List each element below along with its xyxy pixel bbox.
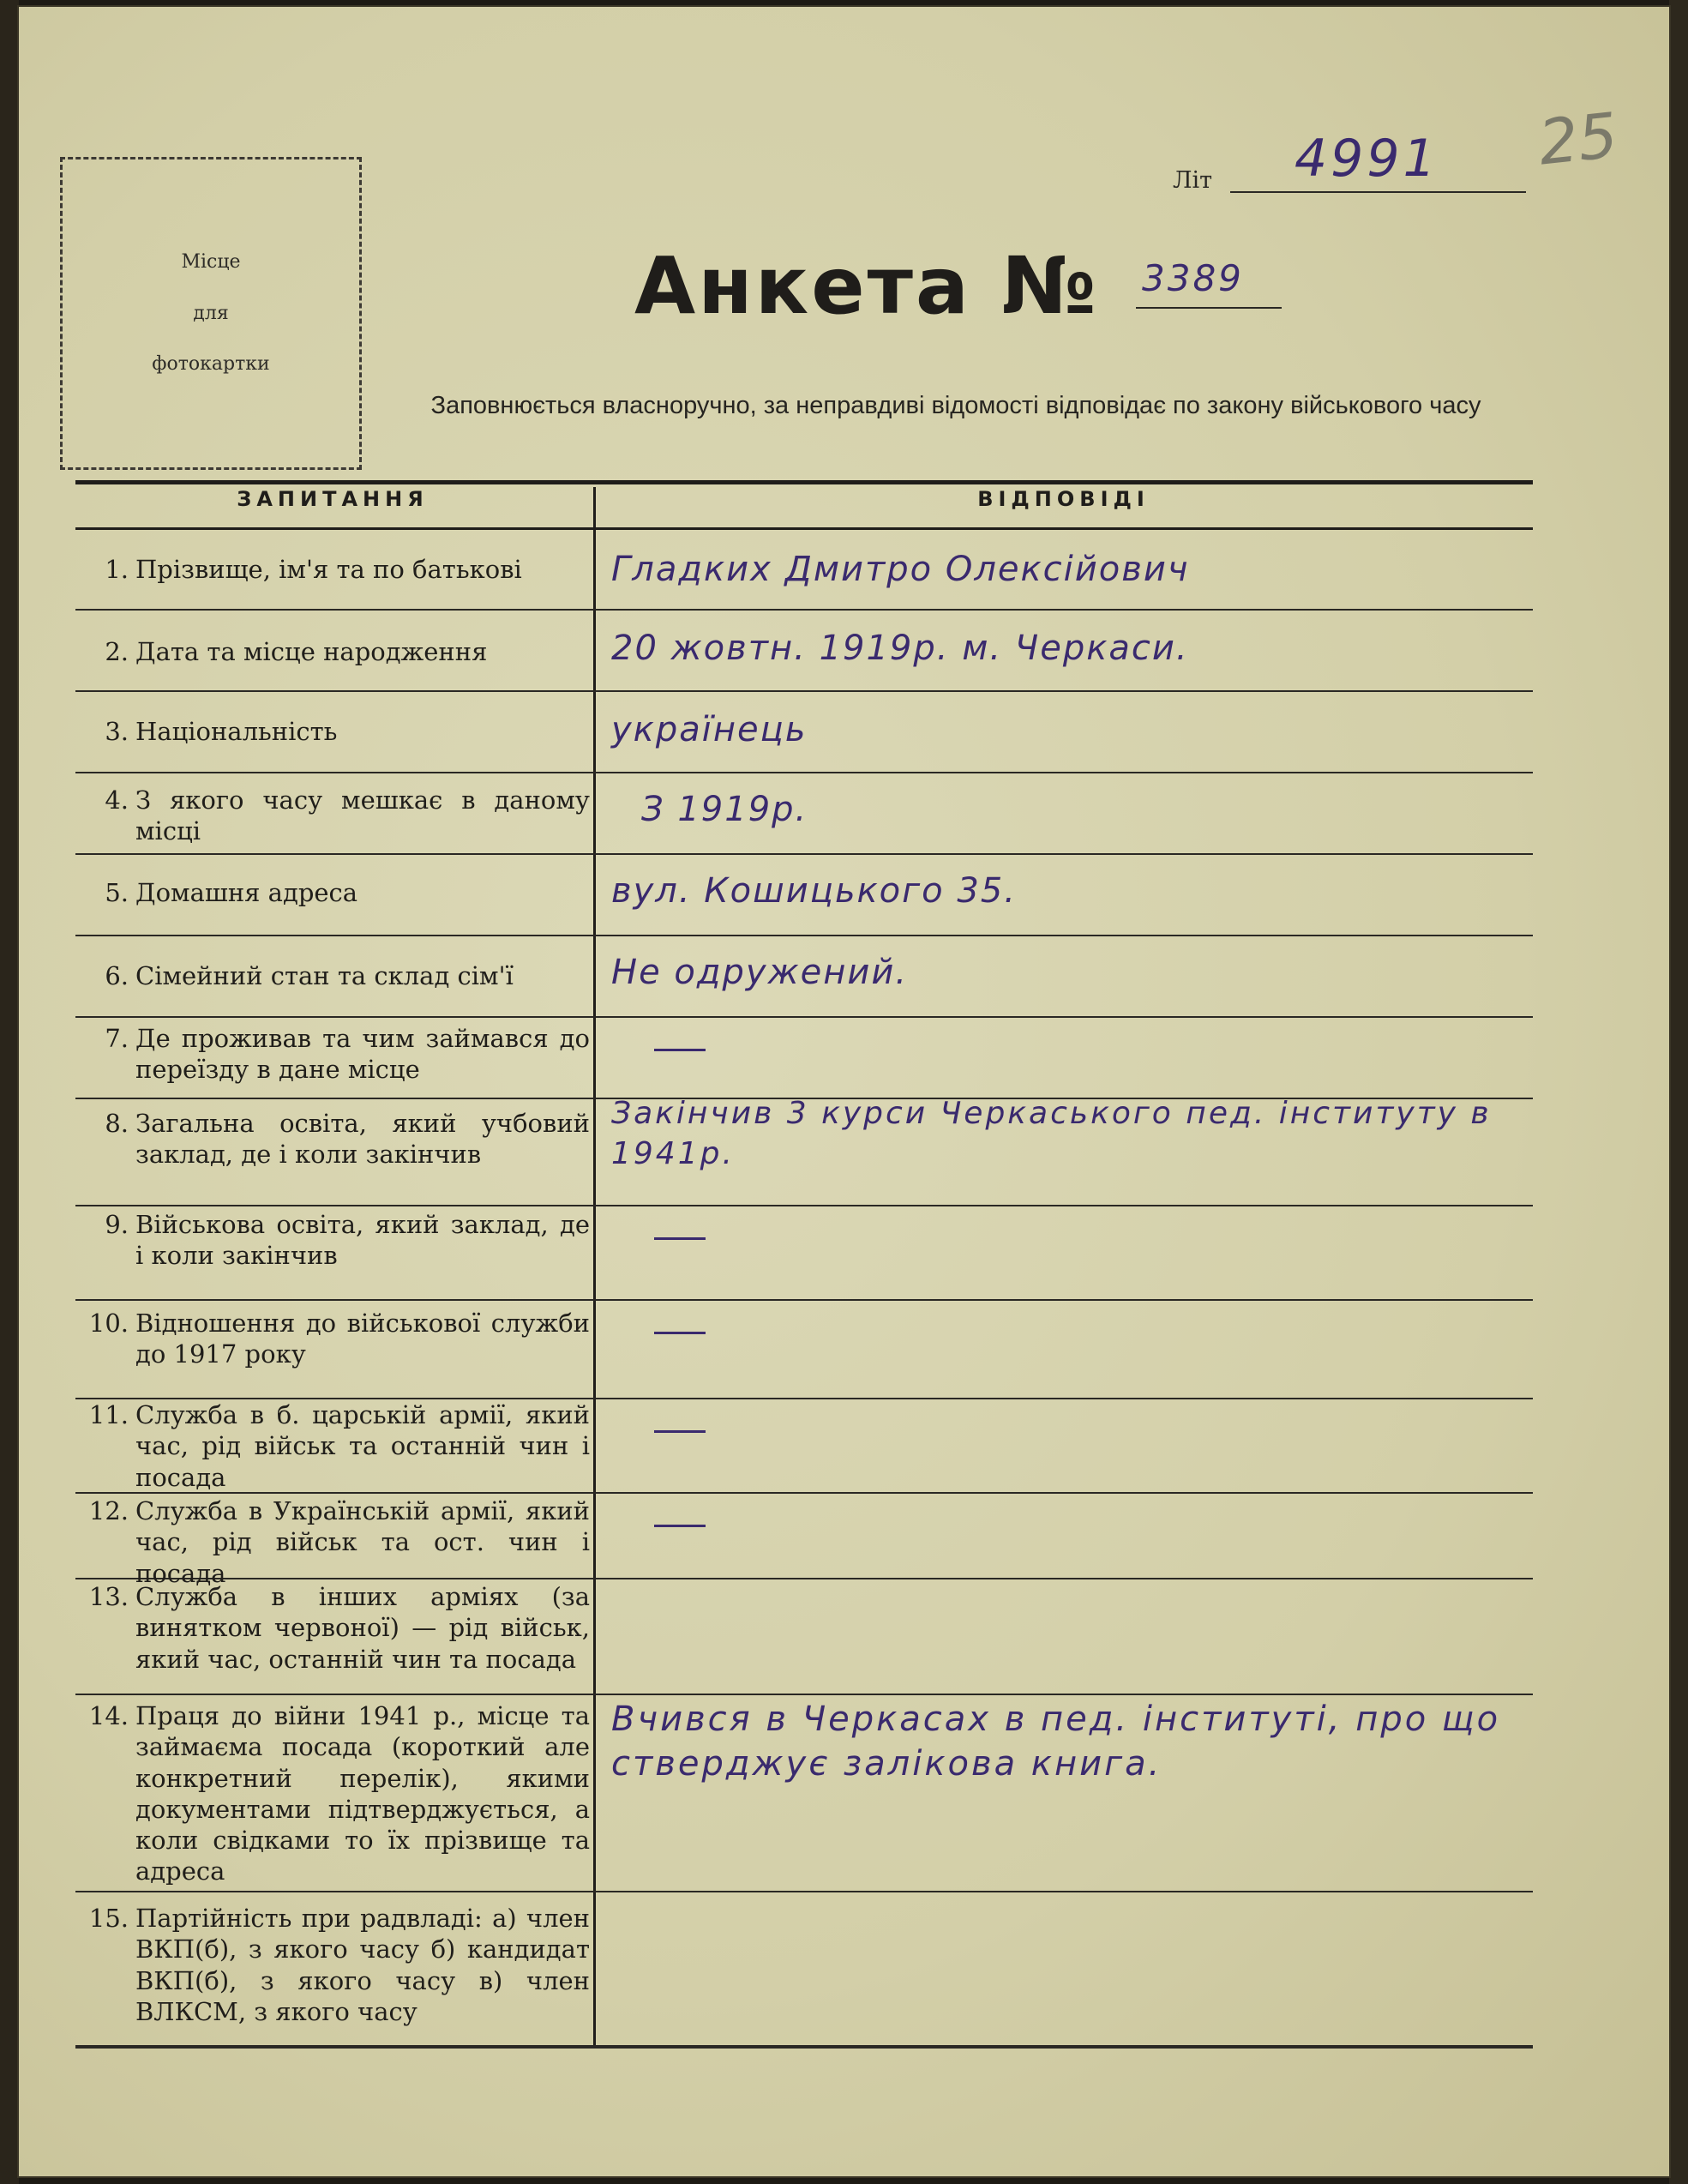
question-number: 8. [105, 1109, 129, 1138]
answer-cell [611, 1399, 1529, 1444]
question-number: 12. [88, 1496, 129, 1525]
binding-edge [0, 0, 19, 2184]
answer-cell [611, 1206, 1529, 1251]
question-text: Партійність при радвладі: а) член ВКП(б), з якого часу б) кандидат ВКП(б), з якого часу в) член ВЛКСМ, з якого часу [135, 1904, 590, 2026]
answer-cell: вул. Кошицького 35. [611, 871, 1017, 911]
question-number: 10. [88, 1309, 129, 1338]
photo-placeholder [60, 157, 362, 470]
table-row [75, 609, 1533, 692]
question-cell [84, 1903, 603, 2027]
table-row [75, 1694, 1533, 1892]
question-text: Національність [135, 717, 338, 746]
photo-label-line3: фотокартки [152, 353, 270, 376]
form-number: 3389 [1142, 257, 1244, 299]
form-number-underline [1136, 307, 1282, 309]
table-row [75, 530, 1533, 611]
empty-answer-dash [654, 1525, 706, 1527]
table-row [75, 853, 1533, 936]
table-top-rule [75, 480, 1533, 484]
question-cell [84, 1023, 603, 1086]
question-cell [84, 554, 603, 585]
page-edge [1669, 0, 1688, 2184]
question-text: Де проживав та чим займався до переїзду в дане місце [135, 1024, 590, 1085]
answer-cell [611, 1494, 1529, 1538]
question-number: 2. [105, 637, 129, 666]
question-cell [84, 785, 603, 847]
photo-label-line2: для [193, 302, 229, 324]
question-cell [84, 1399, 603, 1493]
answer-cell: Вчився в Черкасах в пед. інституті, про що стверджує заліковa книга. [611, 1700, 1501, 1784]
question-text: Служба в Українській армії, який час, рід військ та ост. чин і посада [135, 1496, 590, 1588]
question-number: 11. [88, 1400, 129, 1429]
empty-answer-dash [654, 1332, 706, 1334]
question-cell [84, 1209, 603, 1272]
question-cell [84, 1495, 603, 1589]
question-text: Відношення до військової служби до 1917 року [135, 1309, 590, 1369]
table-row [75, 1205, 1533, 1301]
empty-answer-dash [654, 1237, 706, 1240]
lit-value: 4991 [1295, 129, 1439, 189]
question-cell [84, 1700, 603, 1887]
empty-answer-dash [654, 1430, 706, 1433]
header-answers: ВІДПОВІДІ [977, 487, 1150, 511]
question-text: Прізвище, ім'я та по батькові [135, 555, 522, 584]
question-cell [84, 960, 603, 991]
header-questions: ЗАПИТАННЯ [237, 487, 429, 511]
table-row [75, 935, 1533, 1018]
table-row [75, 1492, 1533, 1588]
table-row [75, 1098, 1533, 1206]
question-number: 14. [88, 1701, 129, 1730]
question-text: Військова освіта, який заклад, де і коли закінчив [135, 1210, 590, 1271]
question-number: 1. [105, 555, 129, 584]
question-text: Домашня адреса [135, 878, 358, 907]
table-row [75, 1891, 1533, 2049]
answer-cell: З 1919р. [641, 790, 808, 829]
question-cell [84, 1581, 603, 1675]
question-number: 7. [105, 1024, 129, 1053]
question-number: 6. [105, 961, 129, 990]
question-number: 3. [105, 717, 129, 746]
question-text: З якого часу мешкає в даному місці [135, 785, 590, 846]
question-text: Сімейний стан та склад сім'ї [135, 961, 514, 990]
question-cell [84, 877, 603, 908]
answer-cell: Не одружений. [611, 953, 909, 992]
table-row [75, 1299, 1533, 1399]
answer-cell [611, 1018, 1529, 1062]
empty-answer-dash [654, 1049, 706, 1051]
question-cell [84, 1108, 603, 1170]
question-text: Праця до війни 1941 р., місце та займаєма посада (короткий але конкретний перелік), якими документами підтверджується, а коли свідками то їх прізвище та адреса [135, 1701, 590, 1886]
answer-cell: 20 жовтн. 1919р. м. Черкаси. [611, 629, 1189, 668]
lit-label: Літ [1173, 167, 1213, 194]
question-cell [84, 636, 603, 667]
answer-cell: Закінчив 3 курси Черкаського пед. інституту в 1941р. [611, 1096, 1492, 1171]
table-header [75, 487, 1533, 521]
question-text: Служба в б. царській армії, який час, рід військ та останній чин і посада [135, 1400, 590, 1492]
question-number: 5. [105, 878, 129, 907]
question-number: 15. [88, 1904, 129, 1933]
question-text: Дата та місце народження [135, 637, 488, 666]
table-row [75, 1578, 1533, 1695]
question-number: 4. [105, 785, 129, 815]
answer-cell: українець [611, 710, 808, 749]
question-number: 9. [105, 1210, 129, 1239]
archive-page-number: 25 [1535, 99, 1621, 179]
question-text: Загальна освіта, який учбовий заклад, де і коли закінчив [135, 1109, 590, 1170]
table-row [75, 772, 1533, 855]
question-number: 13. [88, 1582, 129, 1611]
form-title: Анкета № [634, 240, 1099, 332]
question-cell [84, 1308, 603, 1370]
table-row [75, 690, 1533, 773]
answer-cell: Гладких Дмитро Олексійович [611, 550, 1190, 589]
photo-label-line1: Місце [181, 251, 241, 274]
question-cell [84, 716, 603, 747]
form-subtitle: Заповнюється власноручно, за неправдиві відомості відповідає по закону військового часу [430, 392, 1481, 419]
question-text: Служба в інших арміях (за винятком червоної) — рід військ, який час, останній чин та посада [135, 1582, 590, 1674]
table-row [75, 1398, 1533, 1494]
answer-cell [611, 1301, 1529, 1345]
table-row [75, 1016, 1533, 1099]
lit-underline [1230, 191, 1526, 193]
